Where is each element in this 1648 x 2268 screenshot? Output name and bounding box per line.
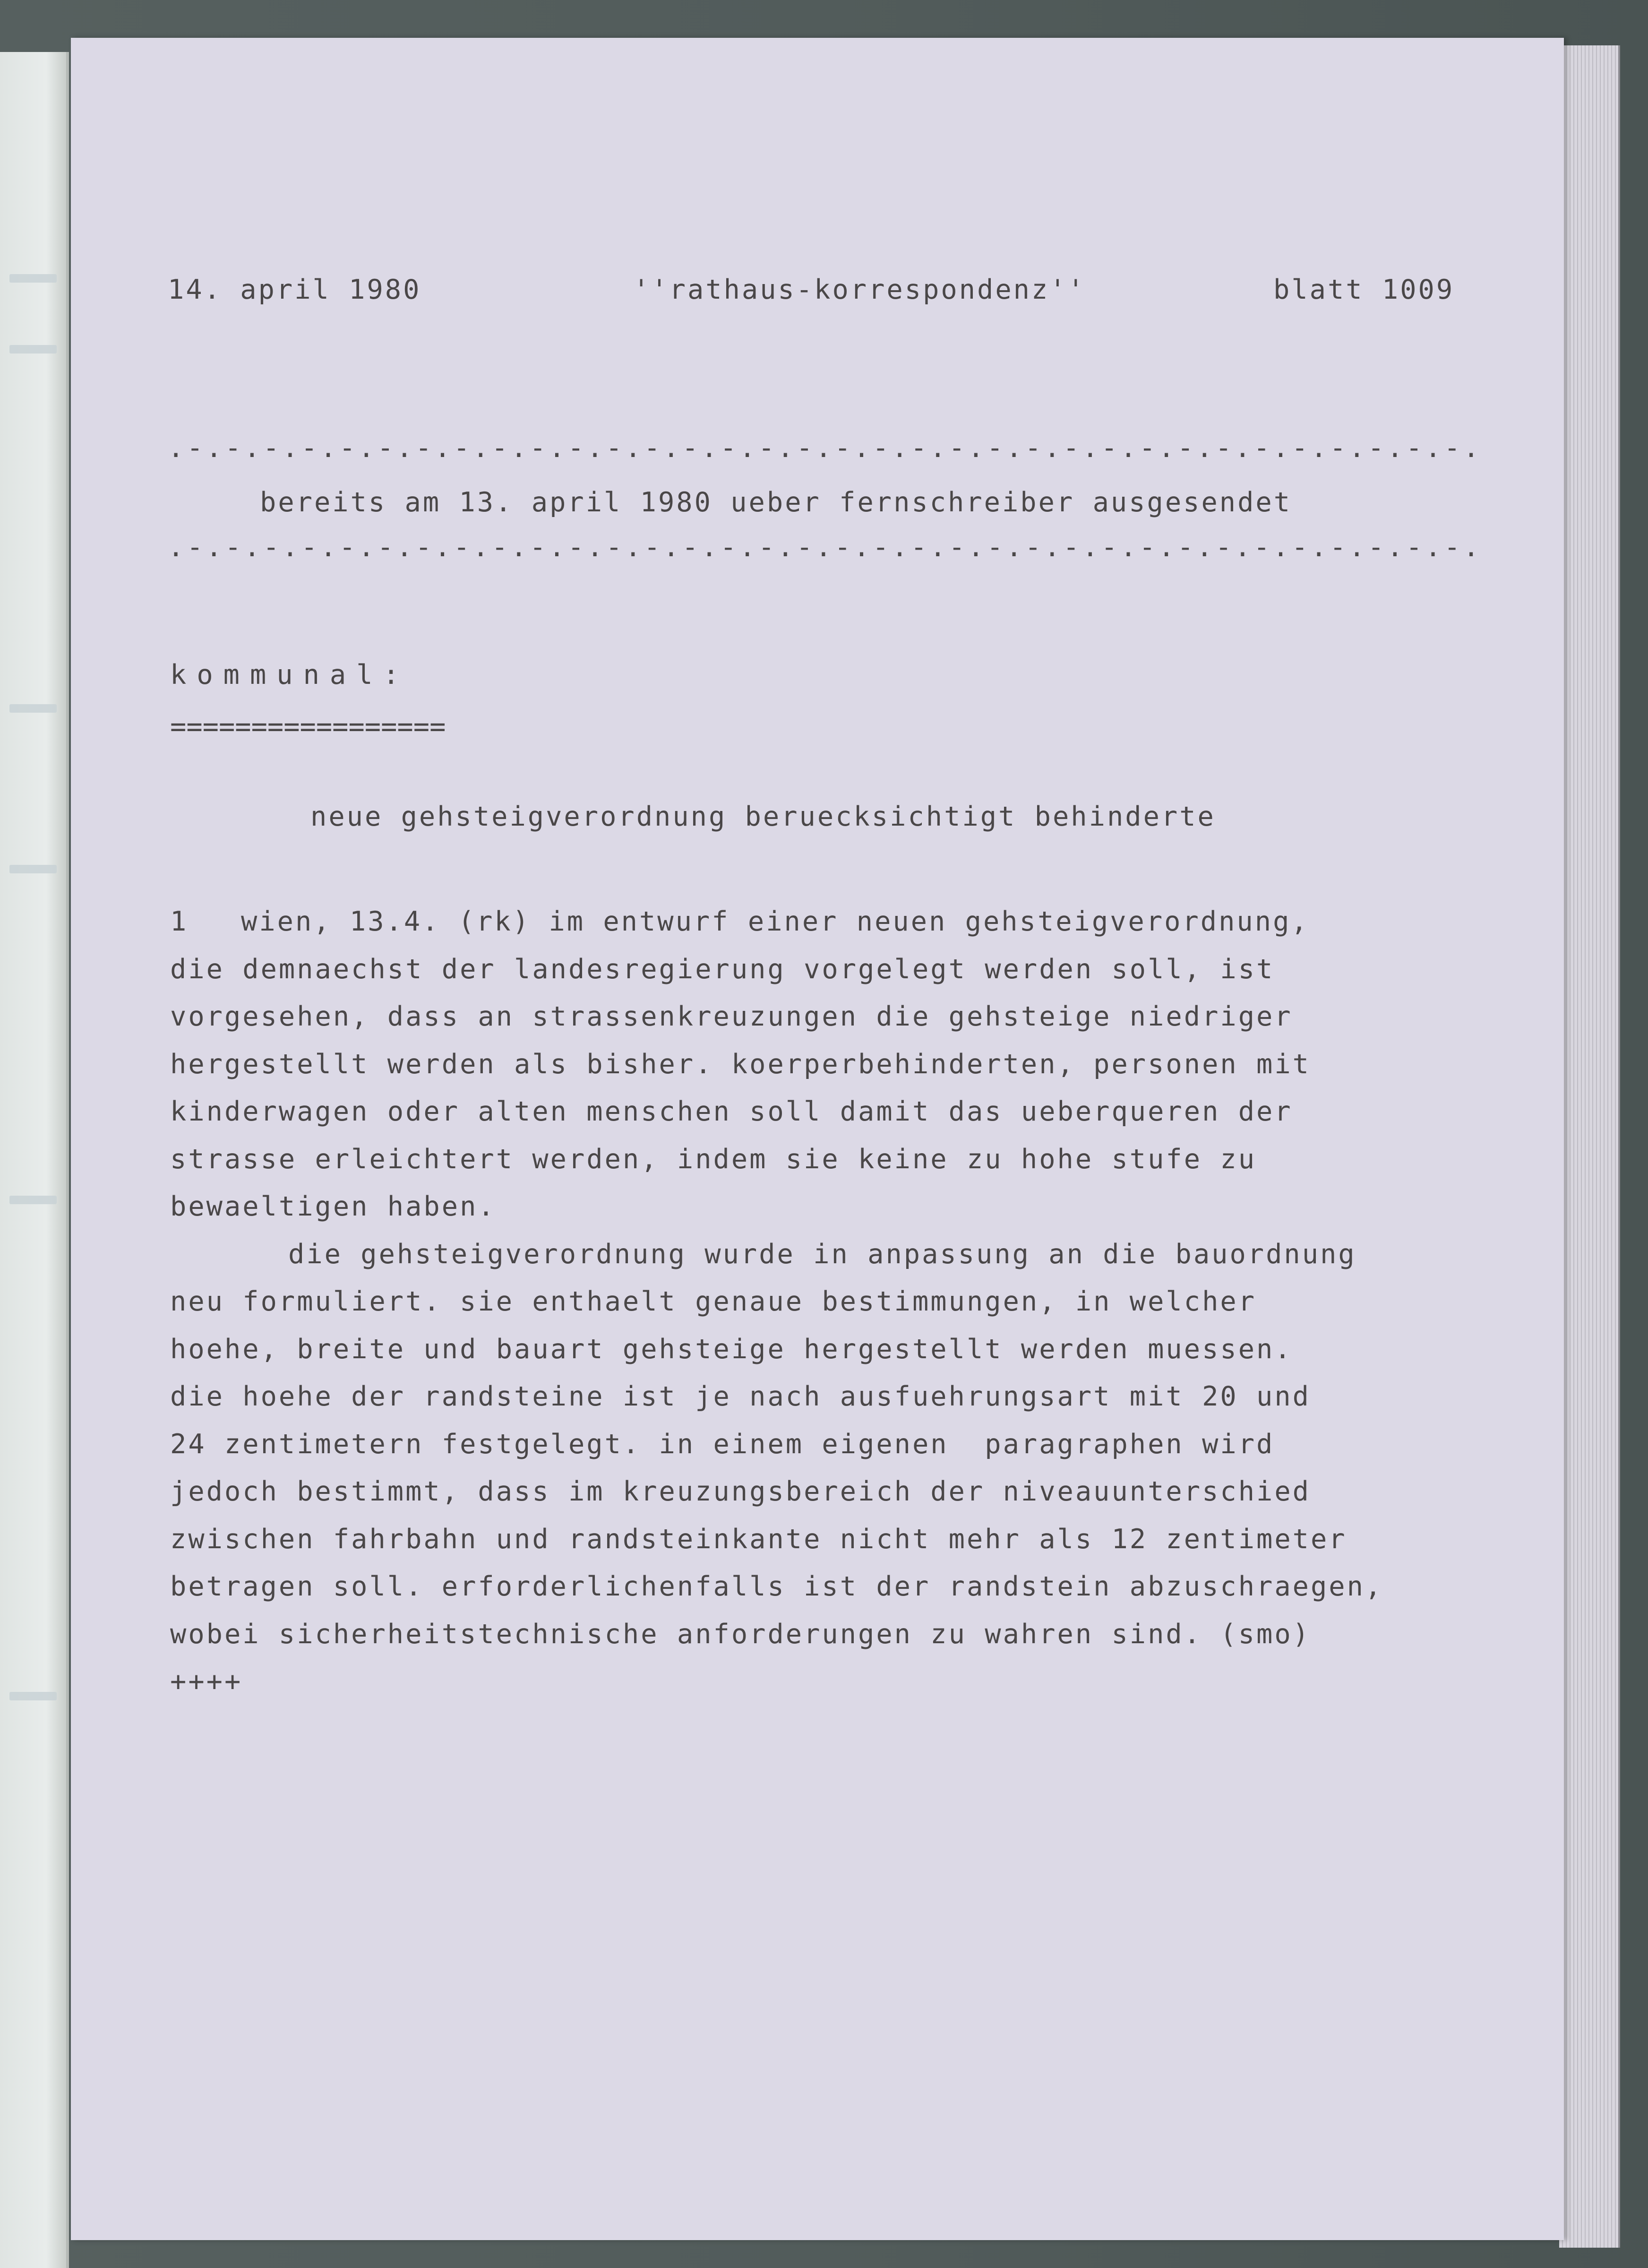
bleed-mark	[9, 345, 57, 354]
bleed-mark	[9, 704, 57, 713]
body-line: neu formuliert. sie enthaelt genaue bestimmungen, in welcher	[170, 1286, 1257, 1317]
separator-bottom: .-.-.-.-.-.-.-.-.-.-.-.-.-.-.-.-.-.-.-.-.-.-.-.-.-.-.-.-.-.-.-.-.-.-.	[168, 532, 1482, 563]
body-line: hoehe, breite und bauart gehsteige hergestellt werden muessen.	[170, 1333, 1293, 1365]
section-underline: =================	[170, 711, 446, 742]
article-headline: neue gehsteigverordnung beruecksichtigt behinderte	[310, 801, 1216, 832]
bleed-mark	[9, 1692, 57, 1700]
body-line: bewaeltigen haben.	[170, 1191, 496, 1222]
body-line: die hoehe der randsteine ist je nach ausfuehrungsart mit 20 und	[170, 1381, 1311, 1412]
transmission-notice: bereits am 13. april 1980 ueber fernschreiber ausgesendet	[260, 487, 1292, 518]
body-line: kinderwagen oder alten menschen soll damit das ueberqueren der	[170, 1096, 1293, 1127]
document-page	[71, 38, 1564, 2240]
article-number: 1	[170, 906, 189, 937]
body-line-text: die gehsteigverordnung wurde in anpassung an die bauordnung	[288, 1238, 1356, 1270]
article-body	[170, 898, 1383, 1706]
header-date: 14. april 1980	[168, 274, 421, 305]
body-line	[170, 898, 1383, 946]
body-line: zwischen fahrbahn und randsteinkante nicht mehr als 12 zentimeter	[170, 1523, 1347, 1555]
separator-top: .-.-.-.-.-.-.-.-.-.-.-.-.-.-.-.-.-.-.-.-.-.-.-.-.-.-.-.-.-.-.-.-.-.-.	[168, 432, 1482, 464]
bleed-mark	[9, 274, 57, 283]
previous-page-edge	[0, 52, 69, 2268]
body-line: jedoch bestimmt, dass im kreuzungsbereich der niveauunterschied	[170, 1476, 1311, 1507]
header-title: ''rathaus-korrespondenz''	[633, 274, 1086, 305]
header-sheet-number: blatt 1009	[1273, 274, 1455, 305]
body-line: strasse erleichtert werden, indem sie keine zu hohe stufe zu	[170, 1143, 1257, 1175]
body-line: die demnaechst der landesregierung vorgelegt werden soll, ist	[170, 953, 1275, 985]
body-line	[170, 1231, 1383, 1278]
body-line-text: wien, 13.4. (rk) im entwurf einer neuen gehsteigverordnung,	[241, 906, 1309, 937]
previous-page-marks	[0, 52, 66, 2268]
section-label: kommunal:	[170, 659, 410, 690]
body-line: betragen soll. erforderlichenfalls ist der randstein abzuschraegen,	[170, 1571, 1383, 1602]
bleed-mark	[9, 865, 57, 873]
bleed-mark	[9, 1196, 57, 1204]
body-line: vorgesehen, dass an strassenkreuzungen die gehsteige niedriger	[170, 1001, 1293, 1032]
body-line: hergestellt werden als bisher. koerperbehinderten, personen mit	[170, 1048, 1311, 1080]
body-line: 24 zentimetern festgelegt. in einem eigenen paragraphen wird	[170, 1428, 1275, 1460]
page-stack-edges	[1559, 45, 1620, 2248]
end-marker: ++++	[170, 1666, 243, 1697]
body-line: wobei sicherheitstechnische anforderungen zu wahren sind. (smo)	[170, 1618, 1311, 1650]
